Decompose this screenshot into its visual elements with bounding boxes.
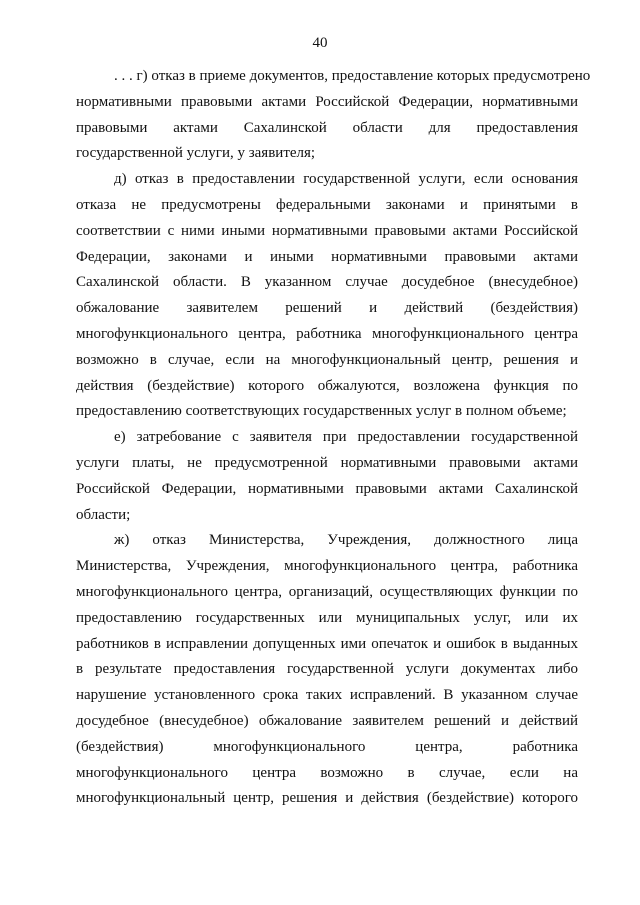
- text-line: предоставлению государственных или муниципальных услуг, или их: [76, 609, 578, 626]
- text-line: действия (бездействие) которого обжалуются, возложена функция по: [76, 377, 578, 394]
- text-line: многофункционального центра возможно в случае, если на: [76, 764, 578, 781]
- text-line: досудебное (внесудебное) обжалование заявителем решений и действий: [76, 712, 578, 729]
- paragraph-zh: [76, 528, 578, 812]
- text-line: государственной услуги, у заявителя;: [76, 145, 316, 162]
- text-line: предоставлению соответствующих государственных услуг в полном объеме;: [76, 403, 567, 420]
- text-line: возможно в случае, если на многофункциональный центр, решения и: [76, 351, 578, 368]
- text-line: работников в исправлении допущенных ими опечаток и ошибок в выданных: [76, 635, 578, 652]
- text-line: (бездействия) многофункционального центра, работника: [76, 738, 578, 755]
- text-line: е) затребование с заявителя при предоставлении государственной: [114, 429, 578, 446]
- text-line: Российской Федерации, нормативными правовыми актами Сахалинской: [76, 480, 578, 497]
- paragraph-g: [76, 64, 591, 167]
- text-line: услуги платы, не предусмотренной нормативными правовыми актами: [76, 454, 578, 471]
- text-line: ж) отказ Министерства, Учреждения, должностного лица: [114, 532, 578, 549]
- text-line: отказа не предусмотрены федеральными законами и принятыми в: [76, 196, 578, 213]
- paragraph-e: [76, 425, 578, 528]
- text-line: Министерства, Учреждения, многофункционального центра, работника: [76, 558, 578, 575]
- text-line: многофункционального центра, организаций, осуществляющих функции по: [76, 583, 578, 600]
- text-line: правовыми актами Сахалинской области для предоставления: [76, 119, 578, 136]
- document-body: [76, 64, 591, 812]
- text-line: многофункционального центра, работника многофункционального центра: [76, 325, 578, 342]
- text-line: д) отказ в предоставлении государственной услуги, если основания: [114, 171, 578, 188]
- text-line: области;: [76, 506, 131, 523]
- text-line: обжалование заявителем решений и действий (бездействия): [76, 300, 578, 317]
- text-line: многофункциональный центр, решения и действия (бездействие) которого: [76, 790, 578, 807]
- text-line: в результате предоставления государственной услуги документах либо: [76, 661, 578, 678]
- text-line: нормативными правовыми актами Российской Федерации, нормативными: [76, 93, 578, 110]
- text-line: Сахалинской области. В указанном случае досудебное (внесудебное): [76, 274, 578, 291]
- text-line: Федерации, законами и иными нормативными правовыми актами: [76, 248, 578, 265]
- paragraph-d: [76, 167, 578, 425]
- text-line: нарушение установленного срока таких исправлений. В указанном случае: [76, 687, 578, 704]
- text-line: . . . г) отказ в приеме документов, предоставление которых предусмотрено: [114, 68, 591, 84]
- text-line: соответствии с ними иными нормативными правовыми актами Российской: [76, 222, 578, 239]
- page-number: 40: [312, 35, 328, 51]
